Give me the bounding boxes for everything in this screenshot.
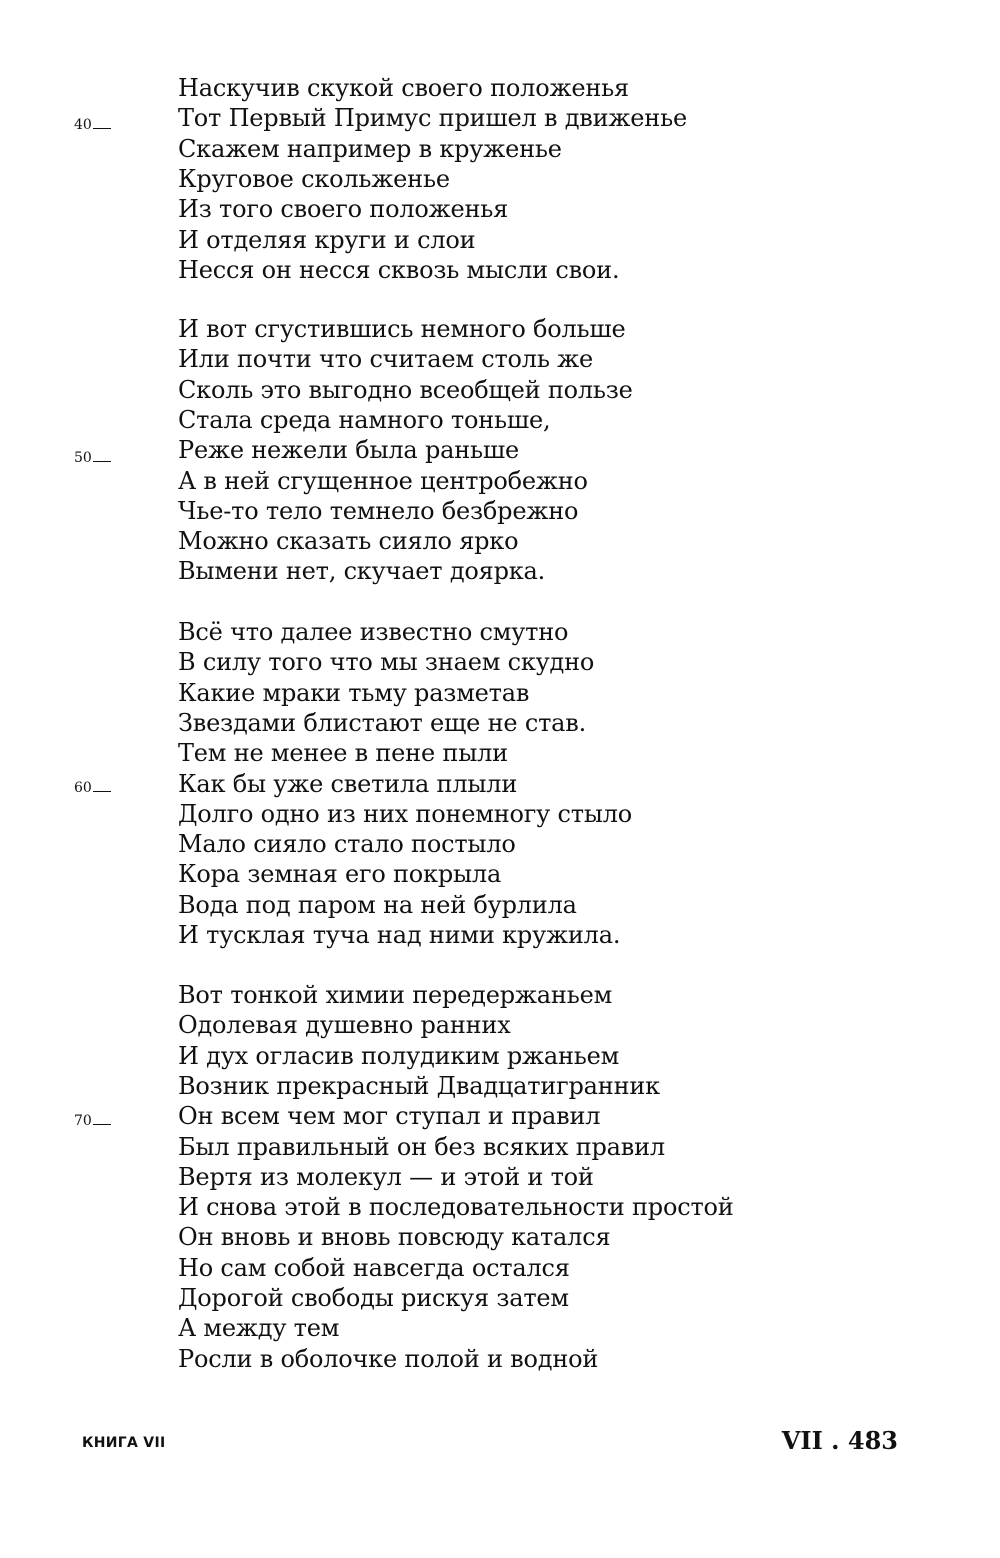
line-number-tick [93,791,111,792]
line-number-tick [93,1124,111,1125]
verse-line: Наскучив скукой своего положенья [178,74,629,102]
verse-line: Вертя из молекул — и этой и той [178,1162,594,1191]
line-number-marker [74,781,111,795]
verse-line: Долго одно из них понемногу стыло [178,799,633,828]
verse-line: И отделяя круги и слои [178,225,476,254]
verse-line: А в ней сгущенное центробежно [178,466,588,495]
line-number-label: 50 [74,450,92,466]
verse-line: Был правильный он без всяких правил [178,1132,665,1161]
verse-line: Несся он несся сквозь мысли свои. [178,255,620,284]
line-number-marker [74,451,111,465]
line-number-label: 60 [74,780,92,796]
verse-line: Звездами блистают еще не став. [178,708,587,737]
verse-line: А между тем [178,1314,340,1343]
verse-line: Какие мраки тьму разметав [178,678,530,707]
page-number: VII . 483 [781,1426,898,1455]
verse-line: Росли в оболочке полой и водной [178,1344,599,1373]
verse-line: Возник прекрасный Двадцатигранник [178,1071,660,1100]
verse-line: Тот Первый Примус пришел в движенье [178,104,687,133]
verse-line: Он вновь и вновь повсюду катался [178,1223,611,1252]
line-number-label: 70 [74,1113,92,1129]
verse-line: Можно сказать сияло ярко [178,527,519,556]
verse-line: Сколь это выгодно всеобщей пользе [178,375,633,404]
verse-line: Вот тонкой химии передержаньем [178,981,613,1009]
line-number-tick [93,128,111,129]
verse-line: И вот сгустившись немного больше [178,315,626,343]
verse-line: Дорогой свободы рискуя затем [178,1284,569,1312]
verse-line: В силу того что мы знаем скудно [178,648,595,677]
verse-line: И дух огласив полудиким ржаньем [178,1041,620,1070]
verse-line: Вымени нет, скучает доярка. [178,557,546,586]
verse-line: Скажем например в круженье [178,134,562,163]
verse-line: Как бы уже светила плыли [178,769,518,798]
verse-line: Стала среда намного тоньше, [178,405,551,434]
verse-line: И тусклая туча над ними кружила. [178,921,621,949]
verse-line: Чье-то тело темнело безбрежно [178,496,579,525]
verse-line: Кора земная его покрыла [178,860,502,889]
verse-line: Всё что далее известно смутно [178,618,569,646]
line-number-marker [74,1114,111,1128]
verse-line: Мало сияло стало постыло [178,830,516,859]
verse-line: Реже нежели была раньше [178,436,519,465]
verse-line: Или почти что считаем столь же [178,345,594,374]
verse-line: Из того своего положенья [178,195,509,224]
verse-line: И снова этой в последовательности простой [178,1193,734,1222]
verse-line: Тем не менее в пене пыли [178,739,508,768]
line-number-marker [74,118,111,132]
verse-line: Он всем чем мог ступал и правил [178,1102,601,1131]
line-number-label: 40 [74,117,92,133]
verse-line: Одолевая душевно ранних [178,1011,511,1040]
verse-line: Круговое скольженье [178,164,450,193]
verse-line: Вода под паром на ней бурлила [178,890,577,919]
running-footer-book: КНИГА VII [82,1435,166,1451]
line-number-tick [93,461,111,462]
verse-line: Но сам собой навсегда остался [178,1253,570,1282]
